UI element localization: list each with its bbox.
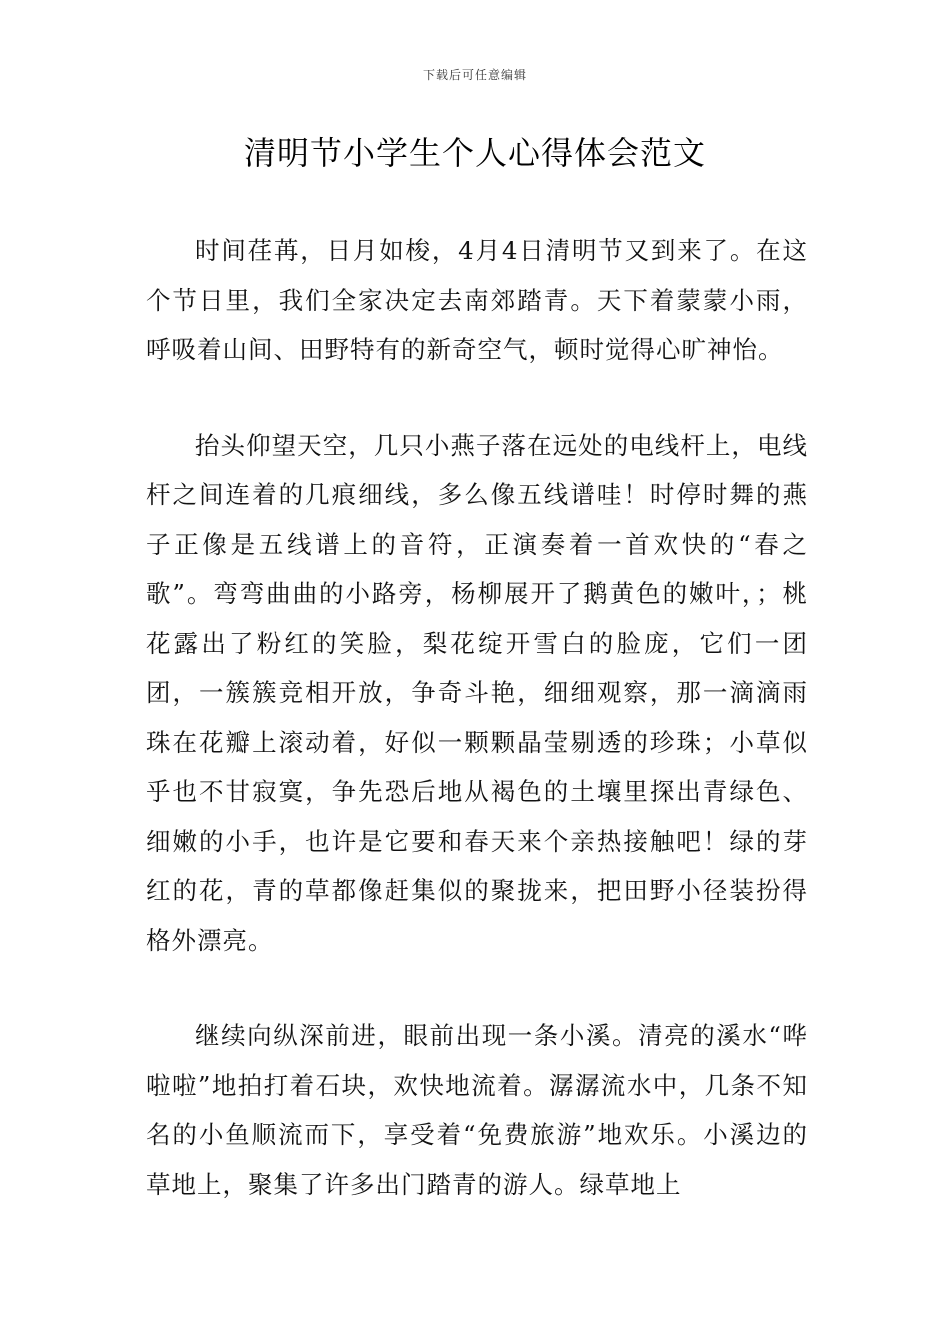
document-title: 清明节小学生个人心得体会范文: [243, 134, 706, 172]
header-note: 下载后可任意编辑: [422, 68, 527, 82]
document-body: [146, 226, 808, 1209]
paragraph-3: 继续向纵深前进，眼前出现一条小溪。清亮的溪水“哗啦啦”地拍打着石块，欢快地流着。潺潺流水中，几条不知名的小鱼顺流而下，享受着“免费旅游”地欢乐。小溪边的草地上，聚集了许多出门踏青的游人。绿草地上: [146, 1021, 808, 1199]
paragraph-2: 抬头仰望天空，几只小燕子落在远处的电线杆上，电线杆之间连着的几痕细线，多么像五线谱哇！时停时舞的燕子正像是五线谱上的音符，正演奏着一首欢快的“春之歌”。弯弯曲曲的小路旁，杨柳展开了鹅黄色的嫩叶，；桃花露出了粉红的笑脸，梨花绽开雪白的脸庞，它们一团团，一簇簇竞相开放，争奇斗艳，细细观察，那一滴滴雨珠在花瓣上滚动着，好似一颗颗晶莹剔透的珍珠；小草似乎也不甘寂寞，争先恐后地从褐色的土壤里探出青绿色、细嫩的小手，也许是它要和春天来个亲热接触吧！绿的芽红的花，青的草都像赶集似的聚拢来，把田野小径装扮得格外漂亮。: [146, 430, 808, 955]
paragraph-1: 时间荏苒，日月如梭，4月4日清明节又到来了。在这个节日里，我们全家决定去南郊踏青。天下着蒙蒙小雨，呼吸着山间、田野特有的新奇空气，顿时觉得心旷神怡。: [146, 236, 808, 364]
